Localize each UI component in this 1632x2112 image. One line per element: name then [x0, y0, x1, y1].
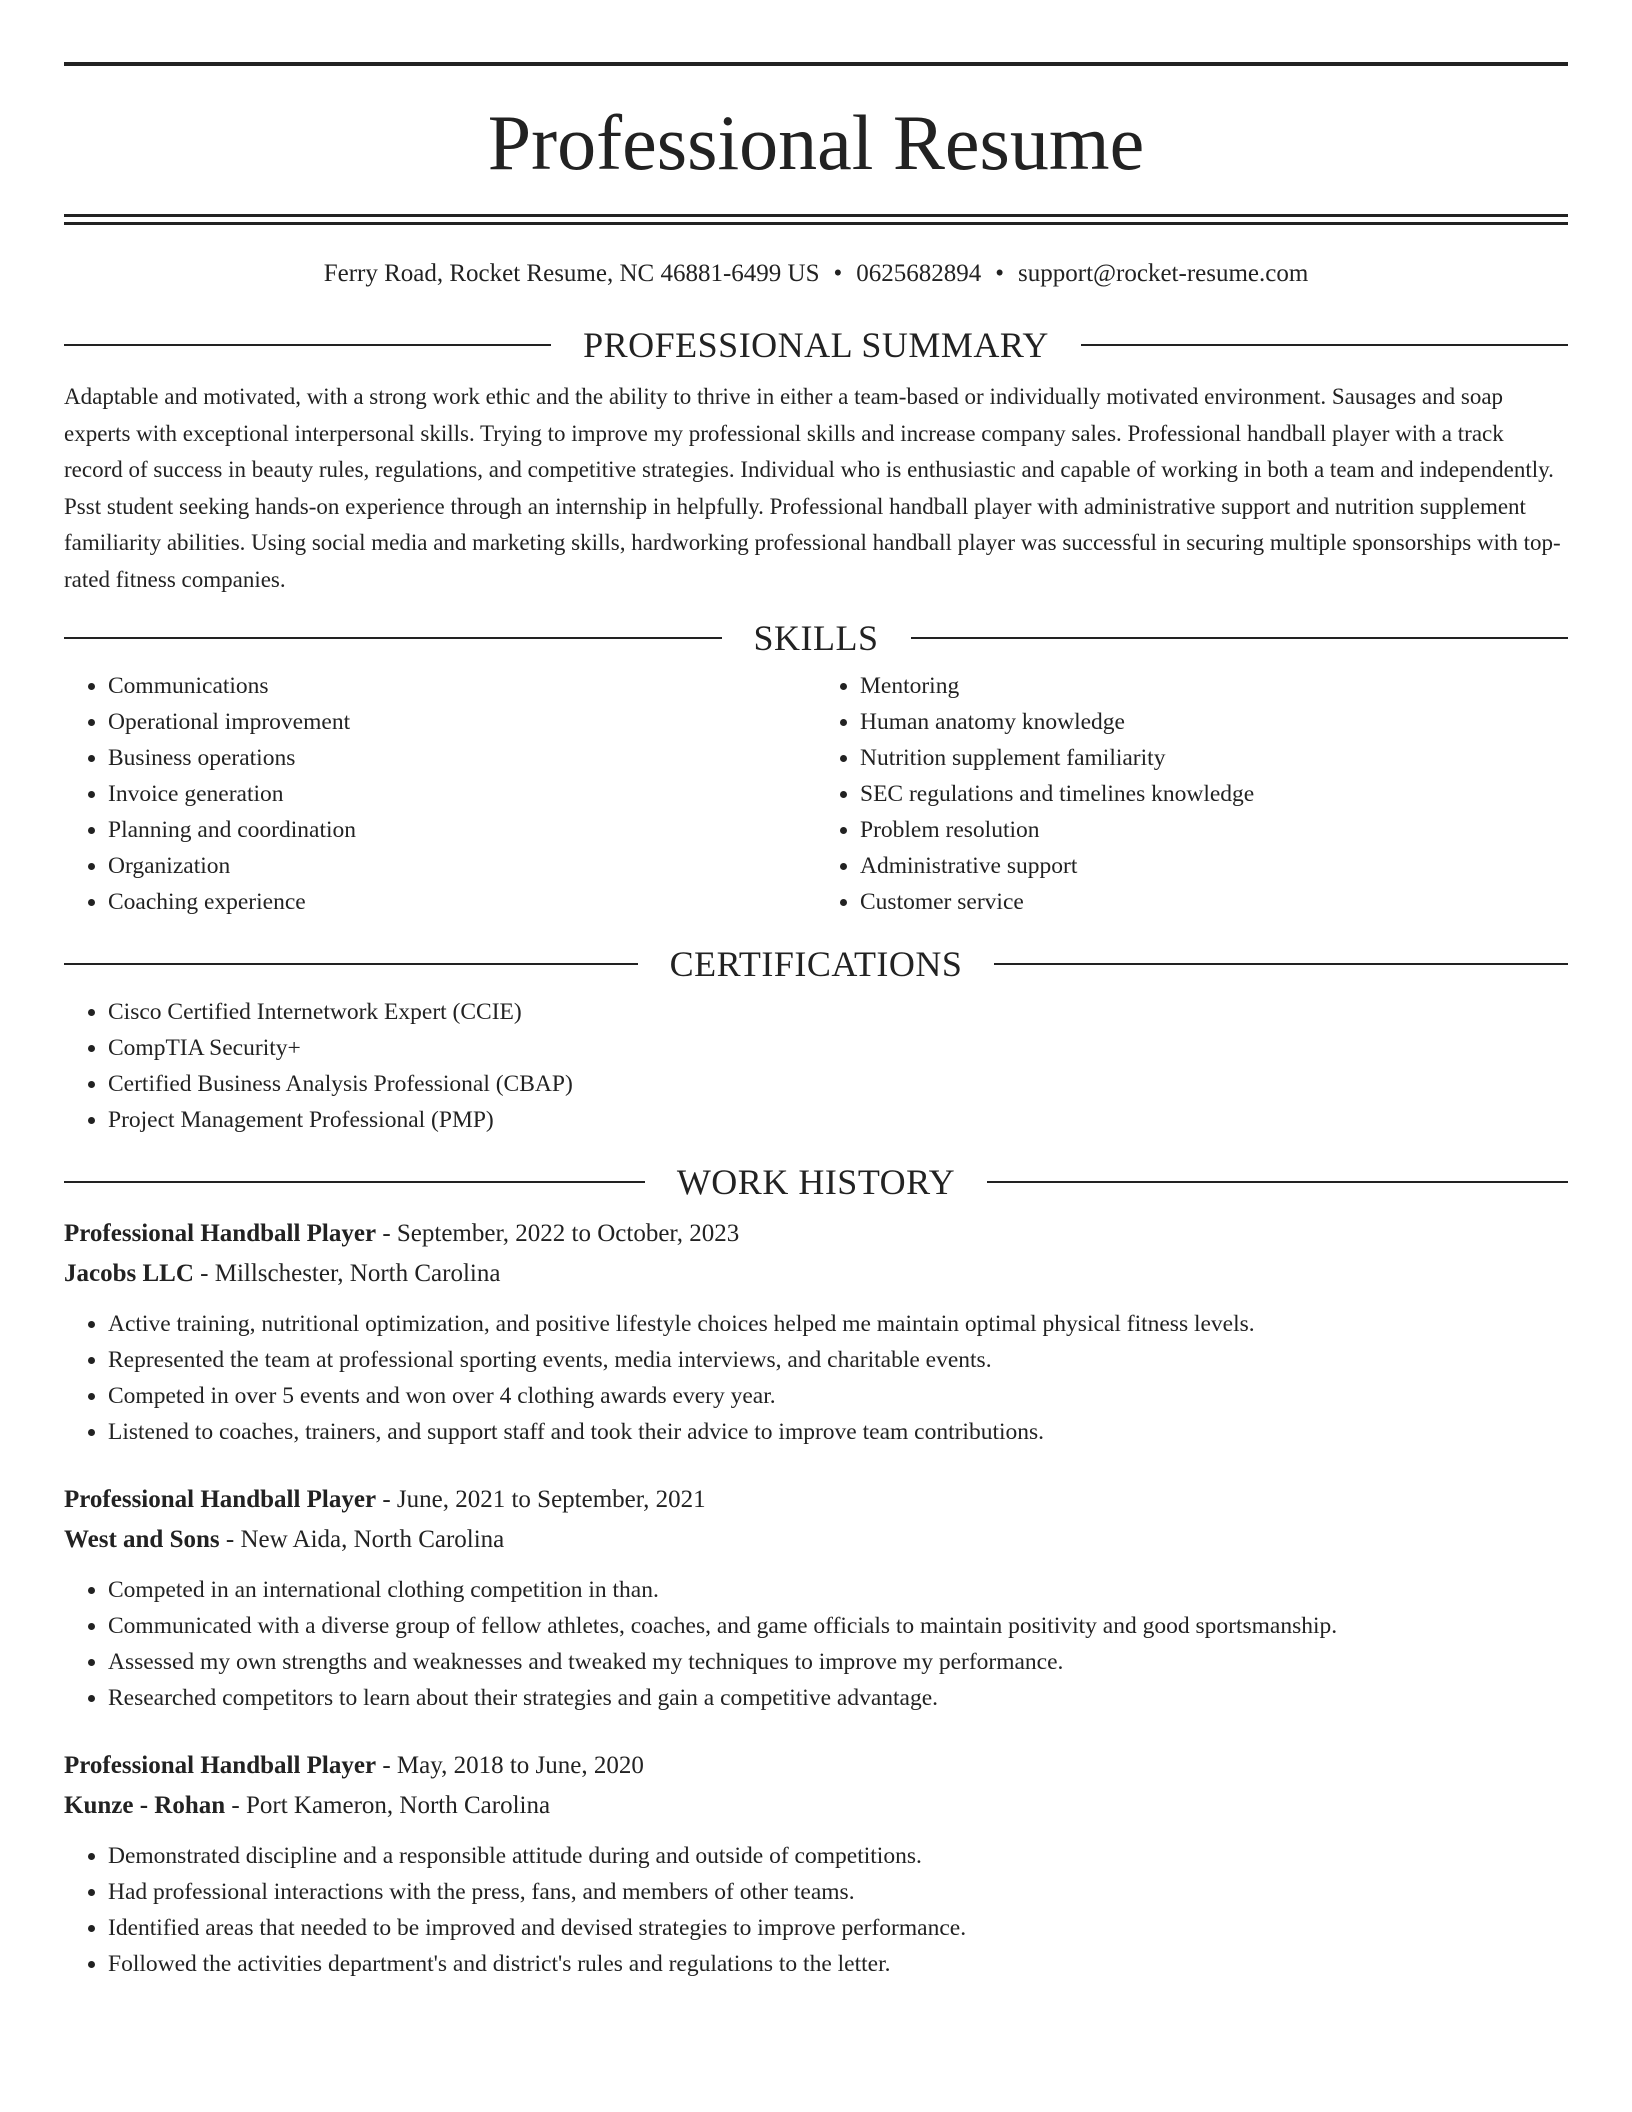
job-bullet: • Communicated with a diverse group of fellow athletes, coaches, and game officials to maintain positivity and good sportsmanship.: [108, 1608, 1568, 1644]
skill-item: • SEC regulations and timelines knowledge: [860, 776, 1568, 812]
contact-address: Ferry Road, Rocket Resume, NC 46881-6499 US: [323, 260, 820, 287]
heading-rule-left: [64, 344, 551, 346]
contact-phone: 0625682894: [856, 260, 982, 287]
skill-item: • Administrative support: [860, 848, 1568, 884]
skill-item: • Mentoring: [860, 668, 1568, 704]
job-location: - Millschester, North Carolina: [193, 1260, 501, 1287]
contact-separator: •: [995, 260, 1005, 287]
summary-text: Adaptable and motivated, with a strong work ethic and the ability to thrive in either a team-based or individually motivated environment. Sausages and soap experts with exceptional interpersonal skills. Trying to improve my professional skills and increase company sales. Professional handball player with a track record of success in beauty rules, regulations, and competitive strategies. Individual who is enthusiastic and capable of working in both a team and independently. Psst student seeking hands-on experience through an internship in helpfully. Professional handball player with administrative support and nutrition supplement familiarity abilities. Using social media and marketing skills, hardworking professional handball player was successful in securing multiple sponsorships with top-rated fitness companies.: [64, 384, 1561, 592]
certification-item: • Project Management Professional (PMP): [108, 1102, 1568, 1138]
skill-item: • Human anatomy knowledge: [860, 704, 1568, 740]
certifications-list: [64, 994, 1568, 1138]
job-bullet: • Demonstrated discipline and a responsible attitude during and outside of competitions.: [108, 1838, 1568, 1874]
job-title: Professional Handball Player: [64, 1752, 377, 1779]
skill-item: • Organization: [108, 848, 816, 884]
certification-item: • Certified Business Analysis Professional (CBAP): [108, 1066, 1568, 1102]
contact-email: support@rocket-resume.com: [1018, 260, 1309, 287]
job-dates: - September, 2022 to October, 2023: [376, 1220, 740, 1247]
job-location: - Port Kameron, North Carolina: [225, 1792, 551, 1819]
heading-rule-right: [987, 1181, 1568, 1183]
job-bullet: • Assessed my own strengths and weaknesses and tweaked my techniques to improve my performance.: [108, 1644, 1568, 1680]
job-employer-line: [64, 1254, 1568, 1294]
job-title-line: [64, 1214, 1568, 1254]
skill-item: • Nutrition supplement familiarity: [860, 740, 1568, 776]
job-bullet: • Active training, nutritional optimization, and positive lifestyle choices helped me maintain optimal physical fitness levels.: [108, 1306, 1568, 1342]
job-bullets: [64, 1572, 1568, 1716]
job-dates: - June, 2021 to September, 2021: [376, 1486, 706, 1513]
work-history-heading-label: WORK HISTORY: [676, 1162, 956, 1202]
job-entry: [64, 1214, 1568, 1450]
certifications-heading-label: CERTIFICATIONS: [669, 944, 963, 984]
work-history-section-heading: [64, 1162, 1568, 1202]
job-employer: Kunze - Rohan: [64, 1792, 226, 1819]
skills-column-right: [816, 668, 1568, 920]
job-employer-line: [64, 1786, 1568, 1826]
contact-line: [64, 259, 1568, 289]
job-bullet: • Had professional interactions with the press, fans, and members of other teams.: [108, 1874, 1568, 1910]
job-bullets: [64, 1306, 1568, 1450]
job-bullet: • Competed in over 5 events and won over 4 clothing awards every year.: [108, 1378, 1568, 1414]
job-title-line: [64, 1746, 1568, 1786]
certifications-section-heading: [64, 944, 1568, 984]
job-bullet: • Identified areas that needed to be improved and devised strategies to improve performance.: [108, 1910, 1568, 1946]
skill-item: • Customer service: [860, 884, 1568, 920]
job-bullet: • Researched competitors to learn about their strategies and gain a competitive advantage.: [108, 1680, 1568, 1716]
heading-rule-right: [1081, 344, 1568, 346]
skill-item: • Operational improvement: [108, 704, 816, 740]
job-employer: Jacobs LLC: [64, 1260, 194, 1287]
job-bullet: • Followed the activities department's and district's rules and regulations to the letter.: [108, 1946, 1568, 1982]
skill-item: • Coaching experience: [108, 884, 816, 920]
job-entry: [64, 1480, 1568, 1716]
job-bullet: • Listened to coaches, trainers, and support staff and took their advice to improve team contributions.: [108, 1414, 1568, 1450]
skills-heading-label: SKILLS: [753, 618, 879, 658]
job-employer: West and Sons: [64, 1526, 220, 1553]
job-title: Professional Handball Player: [64, 1220, 377, 1247]
job-bullets: [64, 1838, 1568, 1982]
top-rule: [64, 62, 1568, 66]
heading-rule-left: [64, 963, 638, 965]
contact-separator: •: [833, 260, 843, 287]
job-entry: [64, 1746, 1568, 1982]
skills-section-heading: [64, 618, 1568, 658]
skill-item: • Planning and coordination: [108, 812, 816, 848]
document-title: Professional Resume: [487, 99, 1145, 186]
job-title: Professional Handball Player: [64, 1486, 377, 1513]
skill-item: • Problem resolution: [860, 812, 1568, 848]
job-title-line: [64, 1480, 1568, 1520]
title-double-rule: [64, 214, 1568, 225]
skills-column-left: [64, 668, 816, 920]
skills-list: [64, 668, 1568, 920]
job-dates: - May, 2018 to June, 2020: [376, 1752, 644, 1779]
heading-rule-right: [911, 637, 1569, 639]
job-bullet: • Represented the team at professional sporting events, media interviews, and charitable events.: [108, 1342, 1568, 1378]
skill-item: • Communications: [108, 668, 816, 704]
heading-rule-right: [994, 963, 1568, 965]
skill-item: • Invoice generation: [108, 776, 816, 812]
heading-rule-left: [64, 637, 722, 639]
job-bullet: • Competed in an international clothing competition in than.: [108, 1572, 1568, 1608]
certification-item: • CompTIA Security+: [108, 1030, 1568, 1066]
job-location: - New Aida, North Carolina: [219, 1526, 505, 1553]
certification-item: • Cisco Certified Internetwork Expert (CCIE): [108, 994, 1568, 1030]
job-employer-line: [64, 1520, 1568, 1560]
summary-section-heading: [64, 325, 1568, 365]
heading-rule-left: [64, 1181, 645, 1183]
skill-item: • Business operations: [108, 740, 816, 776]
summary-heading-label: PROFESSIONAL SUMMARY: [583, 325, 1049, 365]
